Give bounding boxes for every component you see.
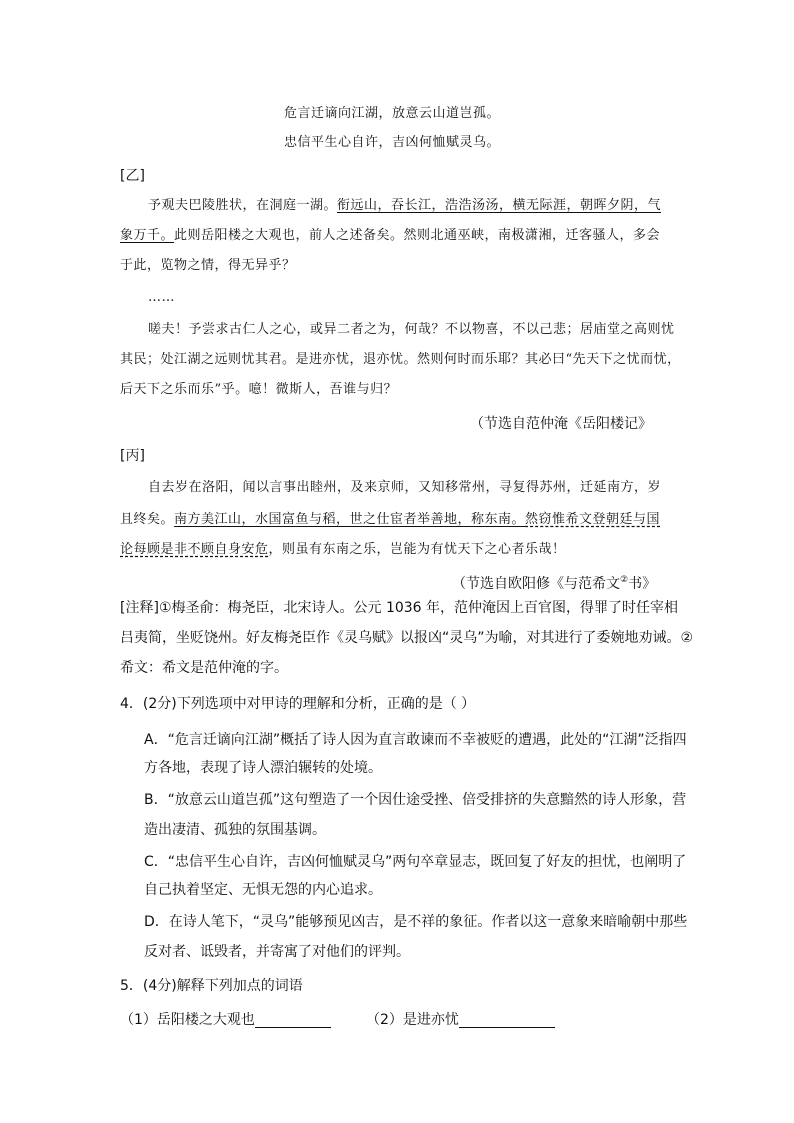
q5-item-2 xyxy=(366,1010,555,1030)
note-text: 梅圣俞：梅尧臣，北宋诗人。公元 1036 年，范仲淹因上百官图，得罪了时任宰相 xyxy=(171,600,679,616)
yi-source: （节选自范仲淹《岳阳楼记》 xyxy=(470,416,652,432)
q4-option-c-line2: 自己执着坚定、无惧无怨的内心追求。 xyxy=(144,882,382,898)
q4-option-d-line1: D．在诗人笔下，“灵乌”能够预见凶吉，是不祥的象征。作者以这一意象来暗喻朝中那些 xyxy=(144,914,688,930)
q4-option-b-line2: 造出凄清、孤独的氛围基调。 xyxy=(144,822,326,838)
bing-line1: 自去岁在洛阳，闻以言事出睦州，及来京师，又知移常州，寻复得苏州，迁延南方，岁 xyxy=(148,480,662,495)
note-line-3: 希文：希文是范仲淹的字。 xyxy=(120,660,288,676)
yi-para2-line2: 其民；处江湖之远则忧其君。是进亦忧，退亦忧。然则何时而乐耶？其必曰“先天下之忧而忧， xyxy=(120,352,681,367)
note-line-2 xyxy=(120,628,693,648)
q5-item-1-label: （1）岳阳楼之大观也 xyxy=(120,1012,255,1028)
section-label-yi: [乙] xyxy=(120,168,145,184)
underlined-text: 衔远山，吞长江，浩浩汤汤，横无际涯，朝晖夕阴，气 xyxy=(337,198,662,213)
footnote-marker: ② xyxy=(620,575,629,585)
poem-line-1: 危言迁谪向江湖，放意云山道岂孤。 xyxy=(284,106,501,121)
yi-para2-line1: 嗟夫！予尝求古仁人之心，或异二者之为，何哉？不以物喜，不以己悲；居庙堂之高则忧 xyxy=(148,322,675,337)
yi-para1-line1 xyxy=(148,196,661,216)
footnote-marker: ② xyxy=(680,630,694,646)
q5-item-2-label: （2）是进亦忧 xyxy=(366,1012,459,1028)
q4-stem: 4．(2分)下列选项中对甲诗的理解和分析，正确的是（ ） xyxy=(120,696,476,712)
yi-para1-line3: 于此，览物之情，得无异乎？ xyxy=(120,258,296,273)
bing-line2 xyxy=(120,510,660,530)
bing-text: 且终矣。 xyxy=(120,512,175,527)
q4-option-a-line1: A．“危言迁谪向江湖”概括了诗人因为直言敢谏而不幸被贬的遭遇，此处的“江湖”泛指四 xyxy=(144,732,687,748)
q5-stem: 5．(4分)解释下列加点的词语 xyxy=(120,978,303,994)
underlined-text: 象万千。 xyxy=(120,228,175,243)
q4-option-a-line2: 方各地，表现了诗人漂泊辗转的处境。 xyxy=(144,760,382,776)
yi-text: 予观夫巴陵胜状，在洞庭一湖。 xyxy=(148,198,338,213)
yi-para1-line2 xyxy=(120,226,660,246)
q4-option-d-line2: 反对者、诋毁者，并寄寓了对他们的评判。 xyxy=(144,944,410,960)
bing-text: ，则虽有东南之乐，岂能为有忧天下之心者乐哉！ xyxy=(268,542,566,557)
dashed-underlined-text: 然窃惟希文登朝廷与国 xyxy=(525,512,661,527)
underlined-text: 南方美江山，水国富鱼与稻，世之仕宦者举善地，称东南。 xyxy=(174,512,526,527)
poem-line-2: 忠信平生心自许，吉凶何恤赋灵乌。 xyxy=(284,135,501,150)
bing-source-text: （节选自欧阳修《与范希文 xyxy=(452,576,620,592)
note-label: [注释] xyxy=(120,600,159,616)
bing-source xyxy=(452,570,656,594)
bing-source-text: 书》 xyxy=(628,576,657,592)
section-label-bing: [丙] xyxy=(120,448,145,464)
yi-para2-line3: 后天下之乐而乐”乎。噫！微斯人，吾谁与归？ xyxy=(120,382,398,397)
q4-option-c-line1: C．“忠信平生心自许，吉凶何恤赋灵乌”两句卒章显志，既回复了好友的担忧，也阐明了 xyxy=(144,854,687,870)
note-text: 吕夷简，坐贬饶州。好友梅尧臣作《灵乌赋》以报凶“灵乌”为喻，对其进行了委婉地劝诫。 xyxy=(120,630,681,646)
footnote-marker: ① xyxy=(158,600,172,616)
yi-text: 此则岳阳楼之大观也，前人之述备矣。然则北通巫峡，南极潇湘，迁客骚人，多会 xyxy=(174,228,661,243)
answer-blank-1[interactable] xyxy=(255,1011,331,1028)
note-line-1 xyxy=(120,598,678,618)
bing-line3 xyxy=(120,540,566,560)
ellipsis: …… xyxy=(148,290,175,305)
dashed-underlined-text: 论每顾是非不顾自身安危 xyxy=(120,542,269,557)
answer-blank-2[interactable] xyxy=(459,1011,555,1028)
q5-item-1 xyxy=(120,1010,331,1030)
q4-option-b-line1: B．“放意云山道岂孤”这句塑造了一个因仕途受挫、倍受排挤的失意黯然的诗人形象，营 xyxy=(144,792,687,808)
